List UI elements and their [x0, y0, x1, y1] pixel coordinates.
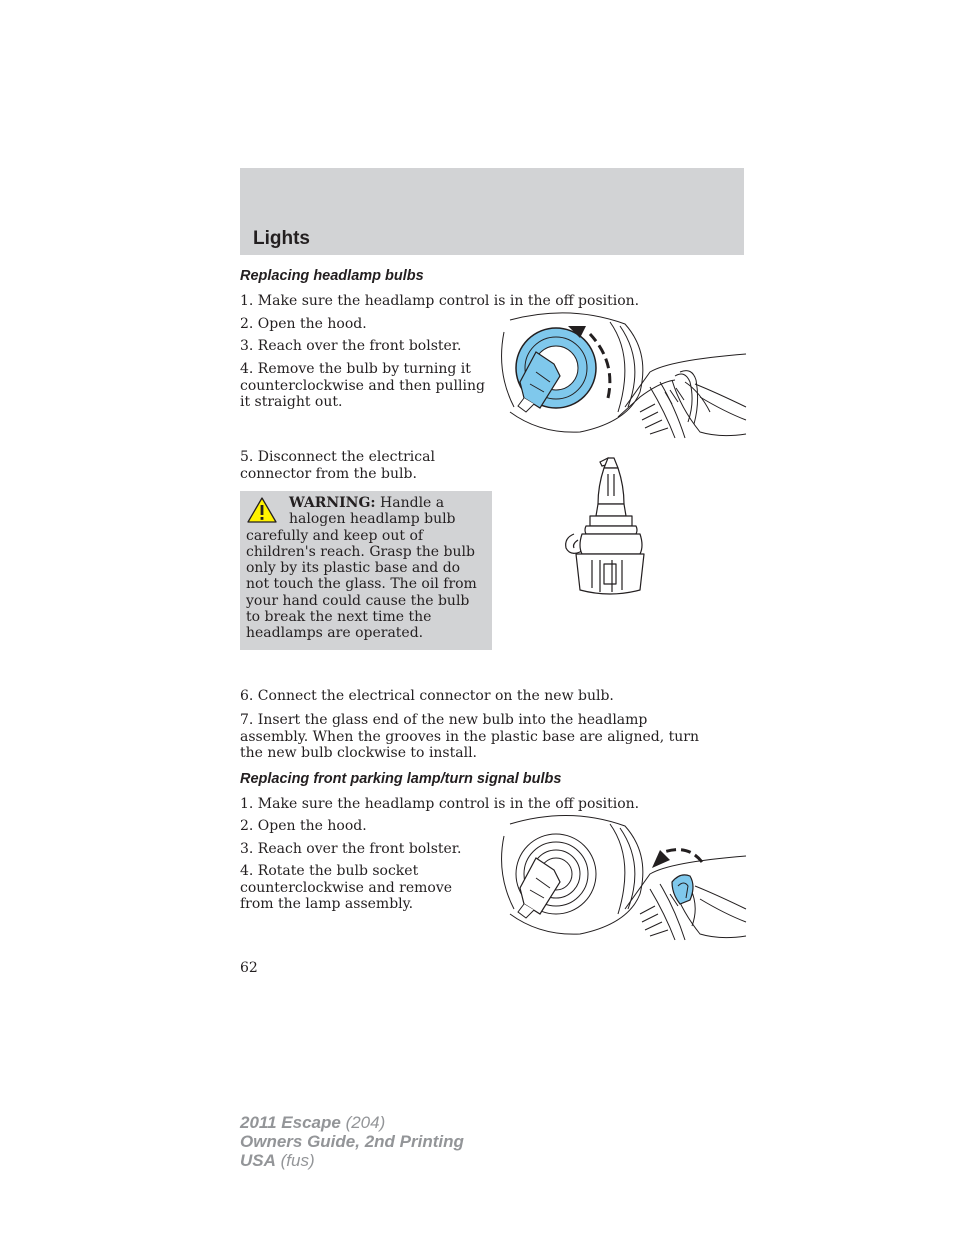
step-4: 4. Remove the bulb by turning it counterclockwise and then pulling it straight out.: [240, 361, 485, 410]
document-footer: [240, 1113, 464, 1170]
step-6: 6. Connect the electrical connector on the new bulb.: [240, 688, 614, 704]
footer-market-code: (fus): [280, 1151, 315, 1170]
subheading-parking-lamp-bulbs: Replacing front parking lamp/turn signal bulbs: [240, 771, 562, 787]
warning-text: [246, 495, 486, 642]
page-number: 62: [240, 960, 258, 976]
section-header-band: [240, 168, 744, 255]
footer-guide: Owners Guide, 2nd Printing: [240, 1132, 464, 1151]
step-2-parking: 2. Open the hood.: [240, 818, 367, 834]
subheading-headlamp-bulbs: Replacing headlamp bulbs: [240, 268, 424, 284]
step-3-parking: 3. Reach over the front bolster.: [240, 841, 462, 857]
footer-market: USA: [240, 1151, 276, 1170]
halogen-bulb-drawing: [560, 456, 650, 602]
step-1: 1. Make sure the headlamp control is in the off position.: [240, 293, 640, 309]
warning-label: WARNING:: [289, 495, 376, 511]
footer-model: 2011 Escape: [240, 1113, 341, 1132]
step-1-parking: 1. Make sure the headlamp control is in the off position.: [240, 796, 640, 812]
warning-body: carefully and keep out of children's reach. Grasp the bulb only by its plastic base and do not touch the glass. The oil from your hand could cause the bulb to break the next time the headlamps are operated.: [246, 527, 477, 642]
step-3: 3. Reach over the front bolster.: [240, 338, 462, 354]
headlamp-bulb-removal-illustration: [500, 312, 746, 438]
step-2: 2. Open the hood.: [240, 316, 367, 332]
warning-lead: Handle a halogen headlamp bulb: [289, 495, 456, 528]
step-4-parking: 4. Rotate the bulb socket counterclockwise and remove from the lamp assembly.: [240, 863, 453, 912]
step-5: 5. Disconnect the electrical connector from the bulb.: [240, 449, 435, 482]
section-title: Lights: [253, 228, 310, 249]
step-7: 7. Insert the glass end of the new bulb into the headlamp assembly. When the grooves in the plastic base are aligned, turn the new bulb clockwise to install.: [240, 712, 700, 761]
warning-box: [240, 491, 492, 650]
parking-lamp-socket-illustration: [500, 814, 746, 940]
footer-model-code: (204): [345, 1113, 386, 1132]
